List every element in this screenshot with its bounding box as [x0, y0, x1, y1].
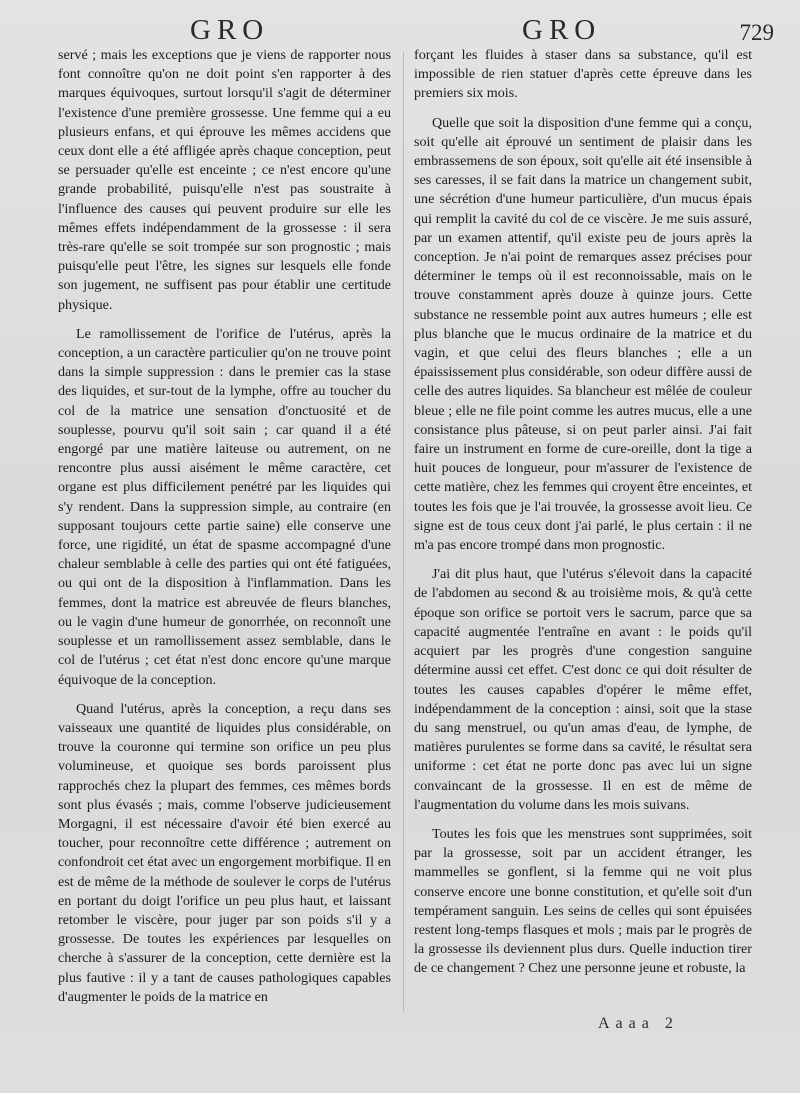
running-head-left: GRO	[190, 14, 270, 46]
column-divider	[403, 52, 404, 1012]
signature-mark: Aaaa 2	[598, 1015, 679, 1032]
right-column	[414, 46, 752, 979]
left-paragraph-2: Le ramollissement de l'orifice de l'utérus, après la conception, a un caractère particulier qu'on ne trouve point dans la simple suppression : dans le premier cas la stase des liquides, et sur-tout de la lymphe, offre au toucher du col de la matrice une sensation d'onctuosité et de souplesse, pourvu qu'il soit sain ; car quand il a été engorgé par une matière laiteuse ou autrement, on ne rencontre plus aussi aisément le même caractère, cet organe est plus difficilement penétré par les liquides qui s'y rendent. Dans la suppression simple, au contraire (en supposant toujours cette partie saine) elle conserve une force, une rigidité, un état de spasme accompagné d'une chaleur semblable à celle des parties qui ont été fatiguées, ou qui ont de la disposition à l'inflammation. Dans les femmes, dont la matrice est abreuvée de fleurs blanches, ou le vagin d'une humeur de gonorrhée, on reconnoît une souplesse et un ramollissement assez semblable, dans le col de l'utérus ; cet état n'est donc encore qu'une marque équivoque de la conception.	[58, 325, 391, 688]
left-column	[58, 46, 391, 1007]
left-paragraph-3: Quand l'utérus, après la conception, a reçu dans ses vaisseaux une quantité de liquides plus considérable, on trouve la couronne qui termine son orifice un peu plus volumineuse, et quoique ses bords paroissent plus rapprochés chez la plupart des femmes, ces mêmes bords sont plus évasés ; mais, comme l'observe judicieusement Morgagni, il est nécessaire d'avoir été bien exercé au toucher, pour reconnoître cette différence ; autrement on confondroit cet état avec un engorgement morbifique. Il en est de même de la méthode de soulever le corps de l'utérus en portant du doigt l'orifice un peu plus haut, et laissant retomber le viscère, pour juger par son poids s'il y a grossesse. De toutes les expériences par lesquelles on cherche à s'assurer de la conception, cette dernière est la plus fautive : il y a tant de causes pathologiques capables d'augmenter le poids de la matrice en	[58, 700, 391, 1005]
left-paragraph-1: servé ; mais les exceptions que je viens de rapporter nous font connoître qu'on ne doit point s'en rapporter à des marques équivoques, surtout lorsqu'il s'agit de déterminer l'existence d'une première grossesse. Une femme qui a eu plusieurs enfans, et qui éprouve les mêmes accidens que ceux dont elle a été affligée après chaque conception, peut se persuader qu'elle est enceinte ; ce n'est encore qu'une grande probabilité, puisqu'elle n'est pas soustraite à l'influence des causes qui peuvent produire sur elle les mêmes effets indépendamment de la grossesse : il sera très-rare qu'elle se soit trompée sur son prognostic ; mais puisqu'elle peut l'être, les signes sur lesquels elle fonde son jugement, ne suffisent pas pour établir une certitude physique.	[58, 47, 391, 313]
right-paragraph-1: forçant les fluides à staser dans sa substance, qu'il est impossible de rien statuer d'après cette épreuve dans les premiers six mois.	[414, 47, 752, 102]
page-number: 729	[739, 20, 774, 45]
right-paragraph-4: Toutes les fois que les menstrues sont supprimées, soit par la grossesse, soit par un accident étranger, les mammelles se gonflent, si la femme qui ne voit plus conserve encore une bonne constitution, et qu'elle soit d'un tempérament sanguin. Les seins de celles qui sont épuisées restent long-temps flasques et mols ; mais par le progrès de la grossesse ils deviennent plus durs. Quelle induction tirer de ce changement ? Chez une personne jeune et robuste, la	[414, 825, 752, 977]
running-head-right: GRO	[522, 14, 602, 46]
right-paragraph-3: J'ai dit plus haut, que l'utérus s'élevoit dans la capacité de l'abdomen au second & au troisième mois, & qu'à cette époque son orifice se portoit vers le sacrum, parce que sa capacité augmentée l'entraîne en avant : le poids qu'il acquiert par les progrès d'une congestion sanguine détermine aussi cet effet. C'est donc ce qui doit résulter de toutes les causes capables d'opérer le même effet, indépendamment de la conception : ainsi, soit que la stase du sang menstruel, ou qu'un amas d'eau, de lymphe, de matières purulentes se forme dans sa cavité, le résultat sera uniforme : cet état ne porte donc pas avec lui un signe convaincant de la grossesse. Il en est de même de l'augmentation du volume dans les mois suivans.	[414, 566, 752, 813]
right-paragraph-2: Quelle que soit la disposition d'une femme qui a conçu, soit qu'elle ait éprouvé un sentiment de plaisir dans les embrassemens de son époux, soit qu'elle ait été insensible à ses caresses, il se fait dans la matrice un changement subit, une sécrétion d'une humeur particulière, d'un mucus épais qui remplit la cavité du col de ce viscère. Je me suis assuré, par un examen attentif, qu'il existe peu de jours après la conception. Je n'ai point de remarques assez précises pour déterminer le temps où il est reconnoissable, mais on le trouve constamment après douze à quinze jours. Cette substance ne ressemble point aux autres humeurs ; elle est plus blanche que le mucus ordinaire de la matrice et du vagin, et que celui des fleurs blanches ; elle a un épaississement plus considérable, son odeur diffère aussi de celle des autres liquides. Sa blancheur est mêlée de couleur bleue ; elle ne file point comme les autres mucus, elle a une consistance plus pâteuse, si on peut parler ainsi. J'ai fait faire un instrument en forme de cure-oreille, dont la tige a huit pouces de longueur, pour m'assurer de l'existence de cette matière, chez les femmes qui croyent être enceintes, et toutes les fois que je l'ai trouvée, la grossesse avoit lieu. Ce signe est de tous ceux dont j'ai parlé, le plus certain : il ne m'a pas encore trompé dans mon prognostic.	[414, 114, 752, 554]
